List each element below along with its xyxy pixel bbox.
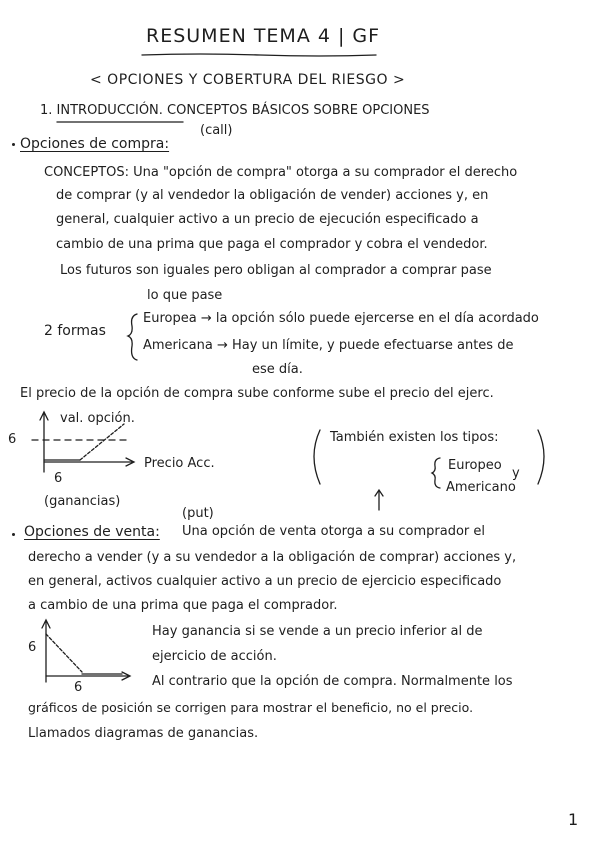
types-paren-left (308, 428, 322, 486)
forms-label: 2 formas (44, 323, 106, 339)
types-brace (430, 456, 442, 490)
types-connector: y (512, 466, 520, 481)
graph1-y-tick: 6 (8, 432, 17, 447)
forms-item-americana: Americana → Hay un límite, y puede efectuarse antes de (143, 338, 514, 353)
put-heading: Opciones de venta: (24, 524, 160, 540)
forms-brace (126, 312, 140, 362)
call-line-3: general, cualquier activo a un precio de ejecución especificado a (56, 212, 479, 227)
types-item-americano: Americano (446, 480, 516, 495)
graph1-caption: (ganancias) (44, 494, 121, 509)
call-line-6: lo que pase (147, 288, 223, 303)
put-line-1: Una opción de venta otorga a su comprador el (182, 524, 485, 539)
graph1-x-tick: 6 (54, 471, 63, 486)
title-underline (140, 52, 380, 58)
put-note-4: gráficos de posición se corrigen para mostrar el beneficio, no el precio. (28, 700, 474, 715)
call-heading: Opciones de compra: (20, 136, 170, 152)
types-paren-right (536, 428, 550, 486)
graph2-y-tick: 6 (28, 640, 37, 655)
price-note: El precio de la opción de compra sube conforme sube el precio del ejerc. (20, 386, 494, 401)
graph1-plot (28, 408, 140, 476)
section-heading-underline (55, 119, 187, 125)
bullet-dot (12, 533, 15, 536)
types-intro: También existen los tipos: (330, 430, 499, 445)
put-note-1: Hay ganancia si se vende a un precio inferior al de (152, 624, 483, 639)
section-heading (40, 103, 430, 119)
graph2-payoff-fall (46, 634, 82, 672)
call-line-1: CONCEPTOS: Una "opción de compra" otorga a su comprador el derecho (44, 165, 518, 180)
call-line-5: Los futuros son iguales pero obligan al comprador a comprar pase (60, 263, 492, 278)
graph2-x-tick: 6 (74, 680, 83, 695)
call-tag: (call) (200, 123, 233, 138)
graph2-plot (36, 616, 136, 686)
forms-item-continuation: ese día. (252, 362, 303, 377)
put-line-4: a cambio de una prima que paga el comprador. (28, 598, 338, 613)
graph1-payoff-rise (80, 424, 124, 460)
put-line-2: derecho a vender (y a su vendedor a la obligación de comprar) acciones y, (28, 550, 517, 565)
section-heading-text: 1. INTRODUCCIÓN. CONCEPTOS BÁSICOS SOBRE OPCIONES (40, 103, 430, 118)
put-note-2: ejercicio de acción. (152, 649, 277, 664)
call-line-4: cambio de una prima que paga el comprador y cobra el vendedor. (56, 237, 488, 252)
page-number: 1 (568, 810, 579, 829)
graph1-y-label: val. opción. (60, 411, 135, 426)
page-subtitle: < OPCIONES Y COBERTURA DEL RIESGO > (90, 72, 406, 88)
graph1-x-label: Precio Acc. (144, 456, 215, 471)
page-title: RESUMEN TEMA 4 | GF (146, 25, 381, 47)
bullet-dot (12, 143, 15, 146)
call-line-2: de comprar (y al vendedor la obligación de vender) acciones y, en (56, 188, 489, 203)
put-tag: (put) (182, 506, 214, 521)
forms-item-europea: Europea → la opción sólo puede ejercerse en el día acordado (143, 311, 539, 326)
put-note-3: Al contrario que la opción de compra. Normalmente los (152, 674, 513, 689)
types-item-europeo: Europeo (448, 458, 502, 473)
up-arrow-icon (372, 488, 386, 512)
put-line-3: en general, activos cualquier activo a un precio de ejercicio especificado (28, 574, 502, 589)
put-note-5: Llamados diagramas de ganancias. (28, 726, 259, 741)
